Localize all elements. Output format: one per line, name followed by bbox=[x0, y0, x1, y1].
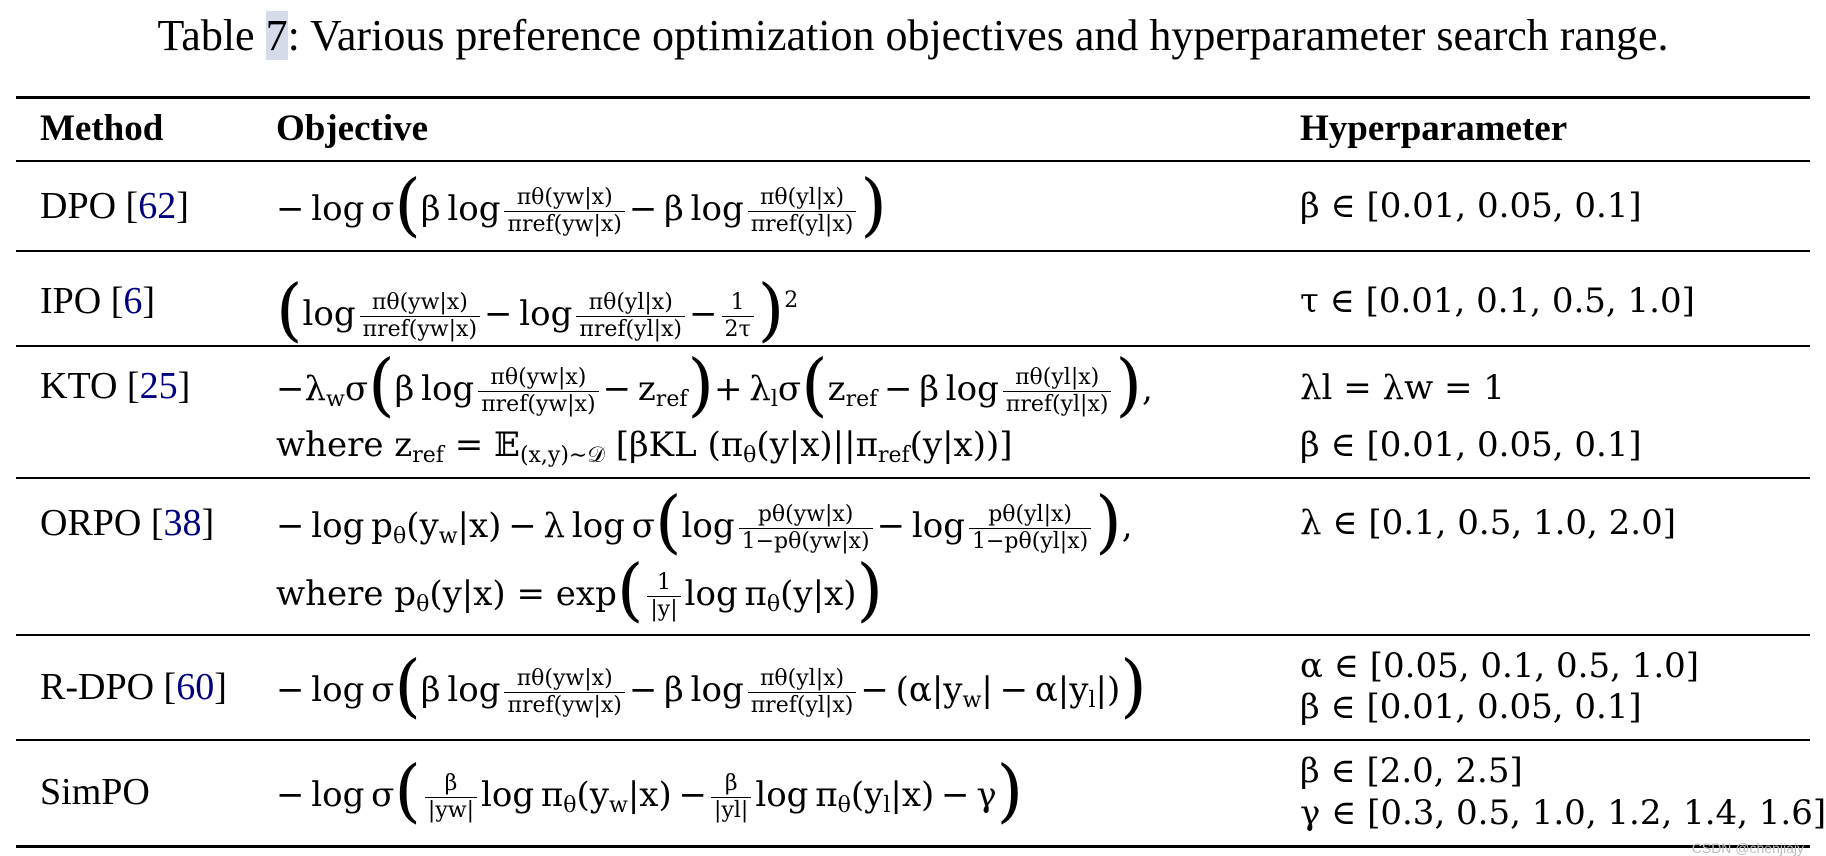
hyper-simpo-2: γ ∈ [0.3, 0.5, 1.0, 1.2, 1.4, 1.6] bbox=[1300, 793, 1826, 833]
method-orpo: ORPO [38] bbox=[40, 502, 215, 544]
objective-simpo: − log σ( $\frac{\beta}{|yw|}$ $\log \pi_\theta(y_w|x)$ − $\frac{\beta}{|yl|}$ $\log \pi_\theta(y_l|x) - \gamma$) bbox=[276, 752, 1024, 831]
objective-kto-line2: where $z_{ref}$ = 𝔼$_{(x,y)\sim 𝒟}$ [βKL $(\pi_\theta(y|x)||\pi_{ref}(y|x))$] bbox=[276, 425, 1013, 468]
row-rule-5 bbox=[16, 739, 1810, 741]
row-rule-1 bbox=[16, 250, 1810, 252]
header-method: Method bbox=[40, 108, 164, 149]
objective-orpo-line2: where $p_\theta(y|x) = \exp$( $\frac{1}{|y|}$ $\log \pi_\theta(y|x)$) bbox=[276, 551, 884, 630]
caption-text: : Various preference optimization objectives and hyperparameter search range. bbox=[287, 11, 1669, 60]
row-rule-4 bbox=[16, 634, 1810, 636]
bottom-rule bbox=[16, 845, 1810, 848]
citation-link[interactable]: 6 bbox=[123, 280, 143, 322]
method-dpo: DPO [62] bbox=[40, 185, 189, 227]
caption-prefix: Table bbox=[157, 11, 266, 60]
citation-link[interactable]: 25 bbox=[139, 365, 178, 407]
hyper-rdpo-1: α ∈ [0.05, 0.1, 0.5, 1.0] bbox=[1300, 646, 1700, 686]
header-objective: Objective bbox=[276, 108, 429, 149]
hyper-ipo-1: τ ∈ [0.01, 0.1, 0.5, 1.0] bbox=[1300, 281, 1695, 321]
citation-link[interactable]: 62 bbox=[138, 185, 177, 227]
objective-ipo: (log $\frac{\pi\theta(yw|x)}{\text{πref(yw|x)}}$ − log $\frac{\pi\theta(yl|x)}{\text{πref(yl|x)}}$ − $\frac{1}{2\tau}$ )$^2$ bbox=[276, 271, 799, 350]
objective-kto-line1: $-\lambda_w\sigma(\beta$ log $\frac{\pi\theta(yw|x)}{\text{πref(yw|x)}}$ − $z_{ref})+ \lambda_l\sigma(z_{ref} - \beta$ log $\frac{\pi\theta(yl|x)}{\text{πref(yl|x)}}$ ), bbox=[276, 346, 1153, 425]
hyper-rdpo-2: β ∈ [0.01, 0.05, 0.1] bbox=[1300, 687, 1642, 727]
method-rdpo: R-DPO [60] bbox=[40, 666, 227, 708]
header-hyperparameter: Hyperparameter bbox=[1300, 108, 1568, 149]
hyper-simpo-1: β ∈ [2.0, 2.5] bbox=[1300, 751, 1523, 791]
hyper-orpo-1: λ ∈ [0.1, 0.5, 1.0, 2.0] bbox=[1300, 503, 1676, 543]
objective-dpo: − log σ(β log $\frac{\pi\theta(yw|x)}{\text{πref(yw|x)}}$ − β log $\frac{\pi\theta(yl|x)}{\text{πref(yl|x)}}$ ) bbox=[276, 166, 887, 245]
top-rule bbox=[16, 96, 1810, 99]
citation-link[interactable]: 60 bbox=[176, 666, 215, 708]
hyper-dpo-1: β ∈ [0.01, 0.05, 0.1] bbox=[1300, 186, 1642, 226]
watermark: CSDN @chenjiajy bbox=[1691, 840, 1804, 856]
header-rule bbox=[16, 160, 1810, 162]
hyper-kto-1: λl = λw = 1 bbox=[1300, 368, 1505, 408]
hyper-kto-2: β ∈ [0.01, 0.05, 0.1] bbox=[1300, 425, 1642, 465]
objective-orpo-line1: − $\log p_\theta(y_w|x) - \lambda$ log σ(log $\frac{p\theta(yw|x)}{1-p\theta(yw|x)}$ − log $\frac{p\theta(yl|x)}{1-p\theta(yl|x)}$ ), bbox=[276, 483, 1133, 562]
caption-number: 7 bbox=[265, 11, 288, 60]
objective-rdpo: − log σ(β log $\frac{\pi\theta(yw|x)}{\text{πref(yw|x)}}$ − β log $\frac{\pi\theta(yl|x)}{\text{πref(yl|x)}}$ − $(\alpha|y_w| - \alpha|y_l|)$) bbox=[276, 647, 1147, 726]
method-kto: KTO [25] bbox=[40, 365, 191, 407]
table-caption bbox=[0, 8, 1826, 64]
method-ipo: IPO [6] bbox=[40, 280, 156, 322]
method-simpo: SimPO bbox=[40, 771, 150, 813]
citation-link[interactable]: 38 bbox=[163, 502, 202, 544]
